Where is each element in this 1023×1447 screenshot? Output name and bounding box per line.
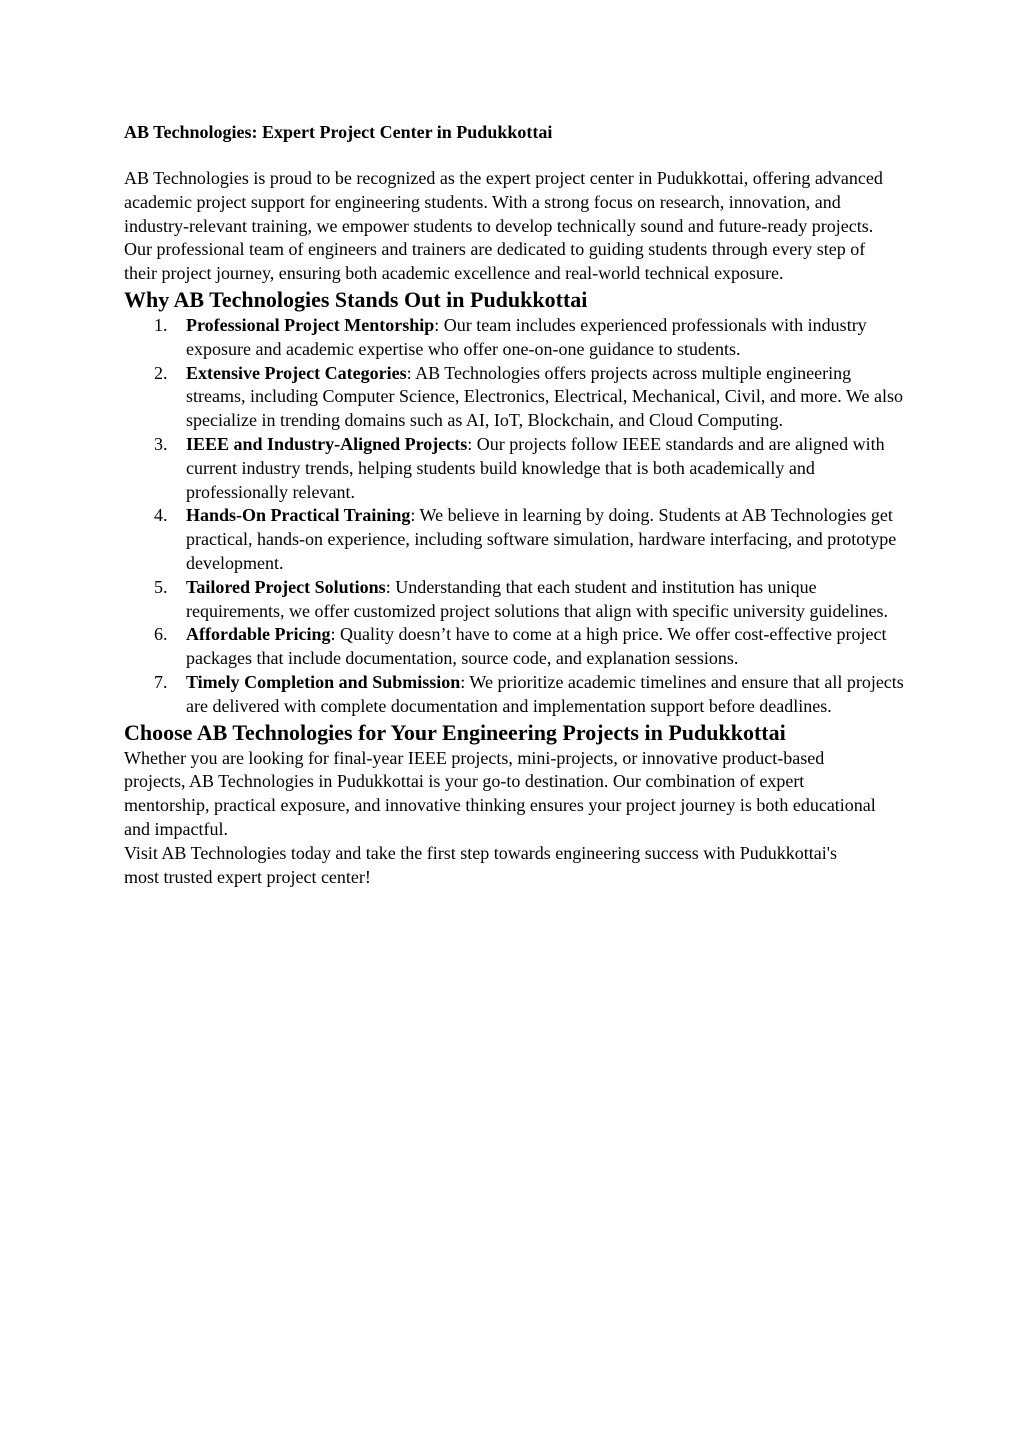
features-list	[124, 314, 904, 719]
list-item	[124, 504, 904, 575]
list-item-number: 2.	[154, 362, 168, 383]
intro-paragraph: AB Technologies is proud to be recognized as the expert project center in Pudukkottai, offering advanced academic project support for engineering students. With a strong focus on research, innovation, and industry-relevant training, we empower students to develop technically sound and future-ready projects. Our professional team of engineers and trainers are dedicated to guiding students through every step of their project journey, ensuring both academic excellence and real-world technical exposure.	[124, 168, 883, 284]
list-item	[124, 433, 904, 504]
list-item-title: IEEE and Industry-Aligned Projects	[186, 433, 468, 454]
list-item-title: Professional Project Mentorship	[186, 314, 435, 335]
list-item-text: : We prioritize academic timelines and ensure that all projects are delivered with complete documentation and implementation support before deadlines.	[186, 671, 904, 716]
document-page	[124, 120, 904, 889]
list-item-text: : AB Technologies offers projects across multiple engineering streams, including Computer Science, Electronics, Electrical, Mechanical, Civil, and more. We also specialize in trending domains such as AI, IoT, Blockchain, and Cloud Computing.	[186, 362, 903, 431]
why-heading: Why AB Technologies Stands Out in Pudukkottai	[124, 286, 588, 312]
list-item-number: 7.	[154, 671, 168, 692]
list-item-number: 6.	[154, 624, 168, 645]
document-title: AB Technologies: Expert Project Center in Pudukkottai	[124, 122, 553, 142]
list-item-number: 5.	[154, 576, 168, 597]
list-item	[124, 671, 904, 719]
list-item-text: : We believe in learning by doing. Students at AB Technologies get practical, hands-on experience, including software simulation, hardware interfacing, and prototype development.	[186, 505, 897, 573]
list-item-text: : Quality doesn’t have to come at a high price. We offer cost-effective project packages that include documentation, source code, and explanation sessions.	[186, 624, 887, 669]
choose-heading: Choose AB Technologies for Your Engineering Projects in Pudukkottai	[124, 719, 786, 745]
choose-paragraph: Whether you are looking for final-year IEEE projects, mini-projects, or innovative product-based projects, AB Technologies in Pudukkottai is your go-to destination. Our combination of expert mentorship, practical exposure, and innovative thinking ensures your project journey is both educational and impactful.	[124, 747, 876, 839]
list-item-text: : Understanding that each student and institution has unique requirements, we offer customized project solutions that align with specific university guidelines.	[186, 576, 888, 621]
list-item-title: Hands-On Practical Training	[186, 505, 411, 526]
list-item	[124, 314, 904, 362]
visit-paragraph: Visit AB Technologies today and take the first step towards engineering success with Pudukkottai's most trusted expert project center!	[124, 842, 837, 887]
list-item	[124, 576, 904, 624]
list-item-number: 1.	[154, 314, 168, 335]
list-item-title: Timely Completion and Submission	[186, 671, 461, 692]
list-item-number: 4.	[154, 505, 168, 526]
list-item-text: : Our projects follow IEEE standards and are aligned with current industry trends, helping students build knowledge that is both academically and professionally relevant.	[186, 433, 885, 502]
list-item	[124, 623, 904, 671]
list-item-title: Extensive Project Categories	[186, 362, 407, 383]
list-item	[124, 362, 904, 433]
list-item-title: Tailored Project Solutions	[186, 576, 386, 597]
list-item-number: 3.	[154, 433, 168, 454]
list-item-title: Affordable Pricing	[186, 624, 331, 645]
list-item-text: : Our team includes experienced professionals with industry exposure and academic expertise who offer one-on-one guidance to students.	[186, 314, 867, 359]
